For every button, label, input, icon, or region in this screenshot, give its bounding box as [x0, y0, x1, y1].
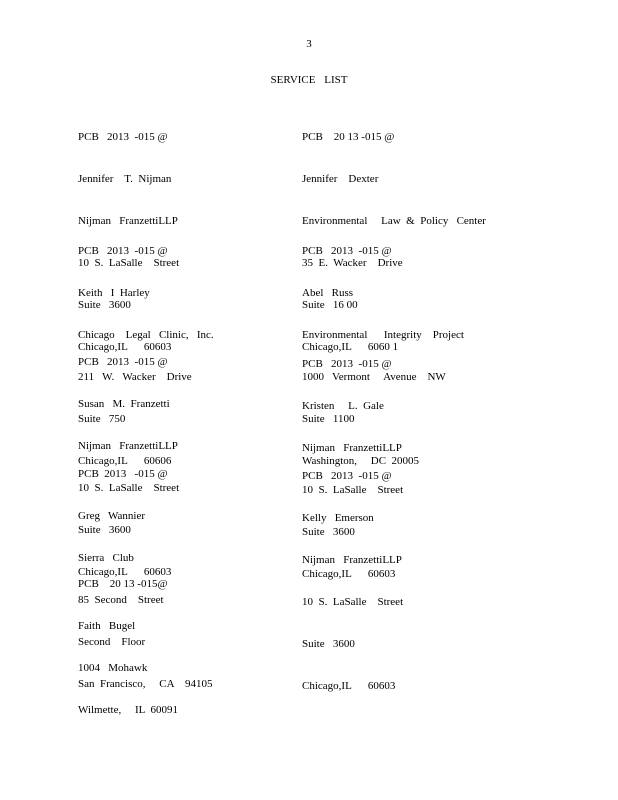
- entry-line: Jennifer Dexter: [302, 173, 379, 185]
- entry-line: Chicago Legal Clinic, Inc.: [78, 329, 214, 341]
- entry-line: Wilmette, IL 60091: [78, 704, 178, 716]
- entry-line: Faith Bugel: [78, 620, 136, 632]
- entry-line: 10 S. LaSalle Street: [302, 596, 404, 608]
- entry-line: 85 Second Street: [78, 594, 164, 606]
- entry-line: PCB 20 13 -015@: [78, 578, 168, 590]
- entry-line: Suite 750: [78, 413, 126, 425]
- entry-line: PCB 2013 -015 @: [78, 131, 168, 143]
- entry-line: PCB 2013 -015 @: [302, 358, 392, 370]
- entry-line: Susan M. Franzetti: [78, 398, 170, 410]
- entry-line: 10 S. LaSalle Street: [78, 257, 180, 269]
- entry-line: Suite 3600: [302, 638, 355, 650]
- service-entry: [302, 441, 403, 707]
- entry-line: Nijman FranzettiLLP: [78, 440, 178, 452]
- entry-line: Nijman FranzettiLLP: [78, 215, 178, 227]
- entry-line: PCB 2013 -015 @: [78, 468, 168, 480]
- entry-line: Chicago,IL 60603: [78, 566, 172, 578]
- entry-line: Chicago,IL 60603: [302, 568, 396, 580]
- entry-line: 10 S. LaSalle Street: [302, 484, 404, 496]
- entry-line: PCB 2013 -015 @: [302, 470, 392, 482]
- entry-line: PCB 2013 -015 @: [302, 245, 392, 257]
- entry-line: Abel Russ: [302, 287, 354, 299]
- entry-line: Environmental Integrity Project: [302, 329, 464, 341]
- entry-line: PCB 2013 -015 @: [78, 245, 168, 257]
- entry-line: Suite 3600: [78, 524, 131, 536]
- entry-line: Sierra Club: [78, 552, 134, 564]
- entry-line: Jennifer T. Nijman: [78, 173, 172, 185]
- service-list-title: SERVICE LIST: [270, 74, 348, 86]
- page-number: 3: [306, 38, 312, 50]
- entry-line: San Francisco, CA 94105: [78, 678, 213, 690]
- entry-line: Chicago,IL 6060 1: [302, 341, 399, 353]
- entry-line: Kelly Emerson: [302, 512, 374, 524]
- entry-line: 10 S. LaSalle Street: [78, 482, 180, 494]
- entry-line: Chicago,IL 60603: [302, 680, 396, 692]
- entry-line: Second Floor: [78, 636, 146, 648]
- entry-line: Suite 1100: [302, 413, 355, 425]
- entry-line: Greg Wannier: [78, 510, 146, 522]
- service-entry: [78, 549, 178, 731]
- entry-line: Suite 3600: [78, 299, 131, 311]
- entry-line: Environmental Law & Policy Center: [302, 215, 486, 227]
- entry-line: 1000 Vermont Avenue NW: [302, 371, 446, 383]
- entry-line: 35 E. Wacker Drive: [302, 257, 403, 269]
- entry-line: Nijman FranzettiLLP: [302, 442, 402, 454]
- entry-line: Suite 16 00: [302, 299, 358, 311]
- entry-line: 1004 Mohawk: [78, 662, 148, 674]
- entry-line: Chicago,IL 60606: [78, 455, 172, 467]
- entry-line: Keith I Harley: [78, 287, 150, 299]
- entry-line: 211 W. Wacker Drive: [78, 371, 192, 383]
- entry-line: Suite 3600: [302, 526, 355, 538]
- entry-line: Chicago,IL 60603: [78, 341, 172, 353]
- entry-line: PCB 20 13 -015 @: [302, 131, 395, 143]
- entry-line: Washington, DC 20005: [302, 455, 420, 467]
- entry-line: Kristen L. Gale: [302, 400, 384, 412]
- entry-line: PCB 2013 -015 @: [78, 356, 168, 368]
- entry-line: Nijman FranzettiLLP: [302, 554, 402, 566]
